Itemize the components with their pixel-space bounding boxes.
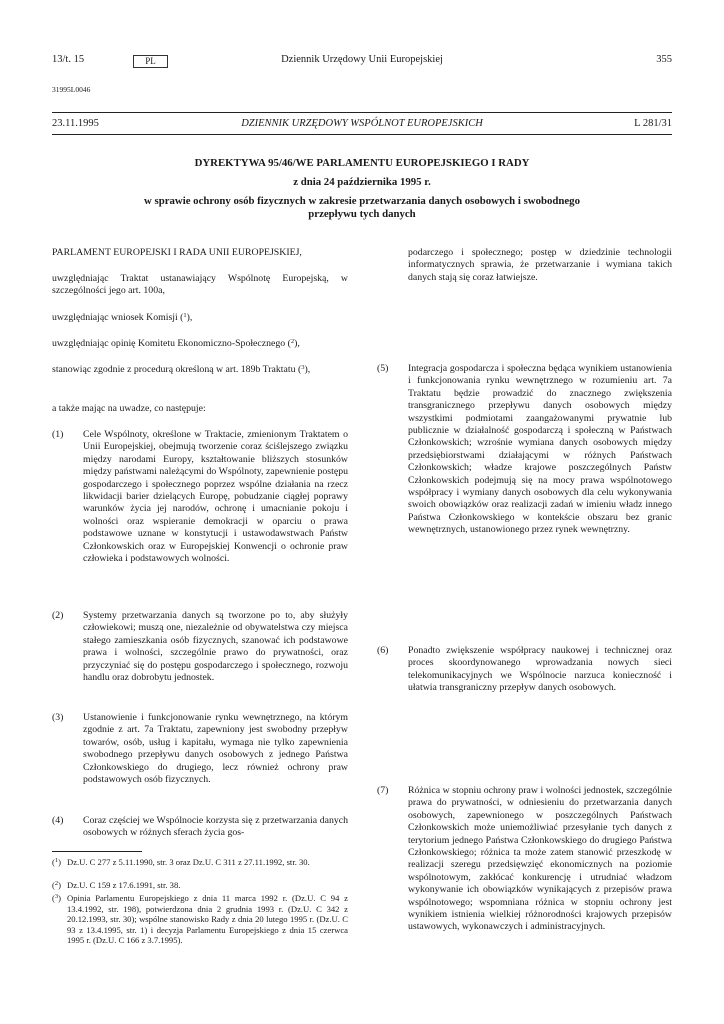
recital-4-start: Coraz częściej we Wspólnocie korzysta się z przetwarzania danych osobowych w różnych sferach życia gos-: [83, 815, 348, 839]
bottom-rule: [52, 134, 672, 135]
recital-number: (6): [377, 645, 389, 656]
celex-number: 31995L0046: [52, 85, 91, 94]
footnote-2: Dz.U. C 159 z 17.6.1991, str. 38.: [67, 880, 181, 890]
directive-subject-line1: w sprawie ochrony osób fizycznych w zakresie przetwarzania danych osobowych i swobodnego: [144, 195, 580, 207]
recital-2: Systemy przetwarzania danych są tworzone po to, aby służyły człowiekowi; muszą one, niezależnie od obywatelstwa czy miejsca stałego zamieszkania osób fizycznych, szanować ich podstawowe prawa i wolności, szczególnie prawo do prywatności, oraz przyczyniać się do postępu gospodarczego i społecznego, rozwoju handlu oraz dobrobytu jednostek.: [83, 610, 348, 684]
page-number: 355: [656, 54, 672, 65]
recital-number: (1): [52, 429, 64, 440]
recital-7: Różnica w stopniu ochrony praw i wolności jednostek, szczególnie prawa do prywatności, w odniesieniu do przetwarzania danych osobowych, zapewnionego w poszczególnych Państwach Członkowskich może uniemożliwiać przesyłanie tych danych z terytorium jednego Państwa Członkowskiego do drugiego Państwa Członkowskiego; różnica ta może zatem stanowić przeszkodę w realizacji szeregu przedsięwzięć ekonomicznych na poziomie wspólnotowym, zakłócać konkurencję i utrudniać władzom wykonywanie ich obowiązków wynikających z przepisów prawa wspólnotowego; wspomniana różnica w stopniu ochrony jest wynikiem istnienia wielkiej różnorodności krajowych przepisów ustawowych, wykonawczych i administracyjnych.: [408, 785, 672, 933]
recital-number: (4): [52, 815, 64, 826]
top-rule: [52, 112, 672, 113]
language-box: PL: [133, 55, 168, 68]
preamble-intro: PARLAMENT EUROPEJSKI I RADA UNII EUROPEJSKIEJ,: [52, 247, 302, 258]
directive-subject-line2: przepływu tych danych: [308, 208, 416, 220]
footnote-mark: ($^3$): [52, 893, 61, 903]
recital-5: Integracja gospodarcza i społeczna będąca wynikiem ustanowienia i funkcjonowania rynku wewnętrznego w rozumieniu art. 7a Traktatu będzie prowadzić do znacznego zwiększenia transgranicznego przepływu danych osobowych między wszystkimi podmiotami zaangażowanymi prywatnie lub publicznie w działalność gospodarczą i społeczną w Państwach Członkowskich; wzrośnie wymiana danych osobowych między przedsiębiorstwami działającymi w różnych Państwach Członkowskich; władze krajowe poszczególnych Państw Członkowskich podejmują się na mocy prawa wspólnotowego współpracy i wymiany danych osobowych dla celu wykonywania swoich obowiązków oraz realizacji zadań w imieniu władz innego Państwa Członkowskiego w kontekście obszaru bez granic wewnętrznych, ustanowionego przez rynek wewnętrzny.: [408, 363, 672, 536]
recital-number: (5): [377, 363, 389, 374]
oj-journal-name: DZIENNIK URZĘDOWY WSPÓLNOT EUROPEJSKICH: [241, 118, 483, 129]
recital-6: Ponadto zwiększenie współpracy naukowej i technicznej oraz proces skoordynowanego wprowadzania nowych sieci telekomunikacyjnych we Wspólnocie narzuca konieczność i ułatwia transgraniczny przepływ danych osobowych.: [408, 645, 672, 694]
recital-3: Ustanowienie i funkcjonowanie rynku wewnętrznego, na którym zgodnie z art. 7a Traktatu, zapewniony jest swobodny przepływ towarów, osób, usług i kapitału, wymaga nie tylko zapewnienia swobodnego przepływu danych osobowych z jednego Państwa Członkowskiego do drugiego, lecz również ochrony praw podstawowych osób fizycznych.: [83, 712, 348, 786]
directive-title: DYREKTYWA 95/46/WE PARLAMENTU EUROPEJSKIEGO I RADY: [194, 157, 530, 169]
recital-4-continued: podarczego i społecznego; postęp w dziedzinie technologii informatycznych sprawia, że przetwarzanie i wymiana takich danych stają się coraz łatwiejsze.: [408, 247, 672, 283]
oj-reference: L 281/31: [634, 118, 672, 129]
directive-date: z dnia 24 października 1995 r.: [293, 176, 431, 188]
footnote-1: Dz.U. C 277 z 5.11.1990, str. 3 oraz Dz.U. C 311 z 27.11.1992, str. 30.: [67, 857, 310, 867]
citation-procedure: stanowiąc zgodnie z procedurą określoną w art. 189b Traktatu ($^3$),: [52, 364, 311, 375]
footnote-rule: [52, 851, 142, 852]
recital-number: (2): [52, 610, 64, 621]
citation-committee: uwzględniając opinię Komitetu Ekonomiczno-Społecznego ($^2$),: [52, 338, 300, 349]
recital-1: Cele Wspólnoty, określone w Traktacie, zmienionym Traktatem o Unii Europejskiej, obejmują tworzenie coraz ściślejszego związku między narodami Europy, kształtowanie bliższych stosunków między państwami należącymi do Wspólnoty, zapewnienie postępu gospodarczego i społecznego poprzez wspólne działania na rzecz likwidacji barier dzielących Europę, pobudzanie ciągłej poprawy warunków życia jej narodów, ochronę i umacnianie pokoju i wolności oraz wspieranie demokracji w oparciu o prawa podstawowe uznane w konstytucji i ustawodawstwach Państw Członkowskich oraz w Europejskiej Konwencji o ochronie praw człowieka i podstawowych wolności.: [83, 429, 348, 565]
recital-number: (7): [377, 785, 389, 796]
oj-date: 23.11.1995: [52, 118, 99, 129]
citation-commission: uwzględniając wniosek Komisji ($^1$),: [52, 312, 193, 323]
recital-number: (3): [52, 712, 64, 723]
volume-number: 13/t. 15: [52, 54, 85, 65]
footnote-3: Opinia Parlamentu Europejskiego z dnia 11 marca 1992 r. (Dz.U. C 94 z 13.4.1992, str. 198), potwierdzona dnia 2 grudnia 1993 r. (Dz.U. C 342 z 20.12.1993, str. 30); wspólne stanowisko Rady z dnia 20 lutego 1995 r. (Dz.U. C 93 z 13.4.1995, str. 1) i decyzja Parlamentu Europejskiego z dnia 15 czerwca 1995 r. (Dz.U. C 166 z 3.7.1995).: [67, 893, 348, 946]
footnote-mark: ($^2$): [52, 880, 61, 890]
recitals-intro: a także mając na uwadze, co następuje:: [52, 403, 206, 414]
footnote-mark: ($^1$): [52, 857, 61, 867]
citation-treaty: uwzględniając Traktat ustanawiający Wspólnotę Europejską, w szczególności jego art. 100a,: [52, 273, 348, 297]
journal-title: Dziennik Urzędowy Unii Europejskiej: [281, 54, 443, 65]
